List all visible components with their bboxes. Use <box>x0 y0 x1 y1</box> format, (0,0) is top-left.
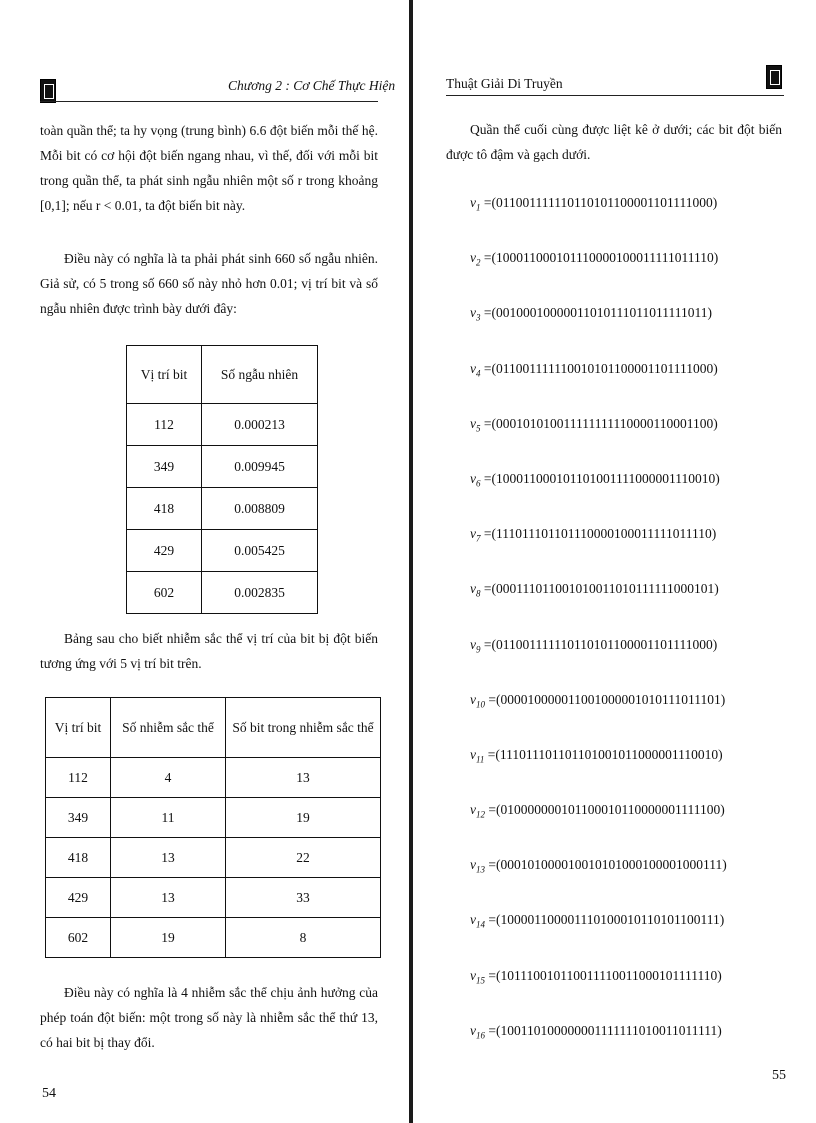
population-vector: $v_{16} =(100110100000001111111010011011111)$ <box>470 1022 722 1041</box>
population-vector: $v_{12} =(010000000101100010110000001111100)$ <box>470 802 725 820</box>
left-para-2: Điều này có nghĩa là ta phải phát sinh 660 số ngẫu nhiên. Giả sử, có 5 trong số 660 số này nhỏ hơn 0.01; vị trí bit và số ngẫu nhiên được trình bày dưới đây: <box>40 251 378 316</box>
t2-cell: 112 <box>46 758 111 798</box>
left-page-number: 54 <box>42 1086 56 1101</box>
t2-header-chrom: Số nhiễm sắc thể <box>111 698 226 758</box>
t2-header-bitpos: Số bit trong nhiễm sắc thể <box>226 698 381 758</box>
book-spine <box>409 0 413 1123</box>
t2-cell: 13 <box>111 838 226 878</box>
population-vector: $v_1$ =(01100111111011010110000110111100​0) <box>470 195 718 213</box>
t2-cell: 418 <box>46 838 111 878</box>
population-vector: $v_4 =(011001111110010101100001101111000)$ <box>470 360 718 379</box>
left-running-header: Chương 2 : Cơ Chế Thực Hiện <box>228 78 396 93</box>
t1-cell: 0.005425 <box>202 530 318 572</box>
t2-cell: 602 <box>46 918 111 958</box>
population-vector: $v_{14} =(100001100001110100010110101100111)$ <box>470 912 725 931</box>
left-para-1: toàn quần thể; ta hy vọng (trung bình) 6.6 đột biến mỗi thế hệ. Mỗi bit có cơ hội đột biến ngang nhau, vì thế, đối với mỗi bit trong quần thể, ta phát sinh ngẫu nhiên một số r trong khoảng [0,1]; nếu r < 0.01, ta đột biến bit này. <box>40 123 378 213</box>
t2-cell: 8 <box>226 918 381 958</box>
t2-cell: 22 <box>226 838 381 878</box>
population-vector: $v_2$ =(1000110001011100001000111110111​10) <box>470 250 719 268</box>
t1-cell: 349 <box>127 446 202 488</box>
t1-cell: 0.002835 <box>202 572 318 614</box>
chromosome-table <box>45 697 381 958</box>
t2-cell: 11 <box>111 798 226 838</box>
population-vector: $v_{10} =(000010000011001000001010111011101)$ <box>470 691 726 710</box>
t1-header-rand: Số ngẫu nhiên <box>202 346 318 404</box>
t2-cell: 429 <box>46 878 111 918</box>
population-vector: $v_9 =(011001111110110101100001101111000)$ <box>470 636 718 655</box>
publisher-logo-icon <box>766 65 782 89</box>
publisher-logo-icon <box>40 79 56 103</box>
t2-cell: 19 <box>226 798 381 838</box>
population-vector: $v_5 =(000101010011111111110000110001100)$ <box>470 415 718 434</box>
population-vector: $v_7 =(111011101101110000100011111011110)$ <box>470 526 717 544</box>
t1-cell: 0.009945 <box>202 446 318 488</box>
t1-cell: 112 <box>127 404 202 446</box>
population-vector: $v_6 =(100011000101101001111000001110010)$ <box>470 470 720 489</box>
t1-cell: 429 <box>127 530 202 572</box>
t2-cell: 4 <box>111 758 226 798</box>
t1-header-bit: Vị trí bit <box>127 346 202 404</box>
population-vector: $v_{11} =(111011101101101001011000001110010)$ <box>470 746 723 765</box>
t2-header-bit: Vị trí bit <box>46 698 111 758</box>
t2-cell: 19 <box>111 918 226 958</box>
t1-cell: 602 <box>127 572 202 614</box>
population-list <box>470 195 790 1078</box>
right-running-header: Thuật Giải Di Truyền <box>446 76 563 91</box>
left-para-3: Bảng sau cho biết nhiễm sắc thể vị trí của bit bị đột biến tương ứng với 5 vị trí bit trên. <box>40 631 378 671</box>
right-page-number: 55 <box>772 1068 786 1083</box>
t1-cell: 0.000213 <box>202 404 318 446</box>
t1-cell: 0.008809 <box>202 488 318 530</box>
right-header-rule <box>446 95 784 96</box>
t2-cell: 349 <box>46 798 111 838</box>
population-vector: $v_{13} =(000101000010010101000100001000111)$ <box>470 857 727 875</box>
t2-cell: 13 <box>111 878 226 918</box>
t2-cell: 33 <box>226 878 381 918</box>
random-number-table <box>126 345 318 614</box>
population-vector: $v_3$ =(0010001000001101011101101111101​1) <box>470 305 712 324</box>
t2-cell: 13 <box>226 758 381 798</box>
left-para-4: Điều này có nghĩa là 4 nhiễm sắc thể chịu ảnh hưởng của phép toán đột biến: một trong số này là nhiễm sắc thể thứ 13, có hai bit bị thay đổi. <box>40 985 378 1050</box>
population-vector: $v_8 =(000111011001010011010111111000101)$ <box>470 581 719 599</box>
left-header-rule <box>40 101 378 102</box>
t1-cell: 418 <box>127 488 202 530</box>
right-intro: Quần thể cuối cùng được liệt kê ở dưới; các bit đột biến được tô đậm và gạch dưới. <box>446 122 782 162</box>
population-vector: $v_{15} =(101110010110011110011000101111110)$ <box>470 967 722 986</box>
